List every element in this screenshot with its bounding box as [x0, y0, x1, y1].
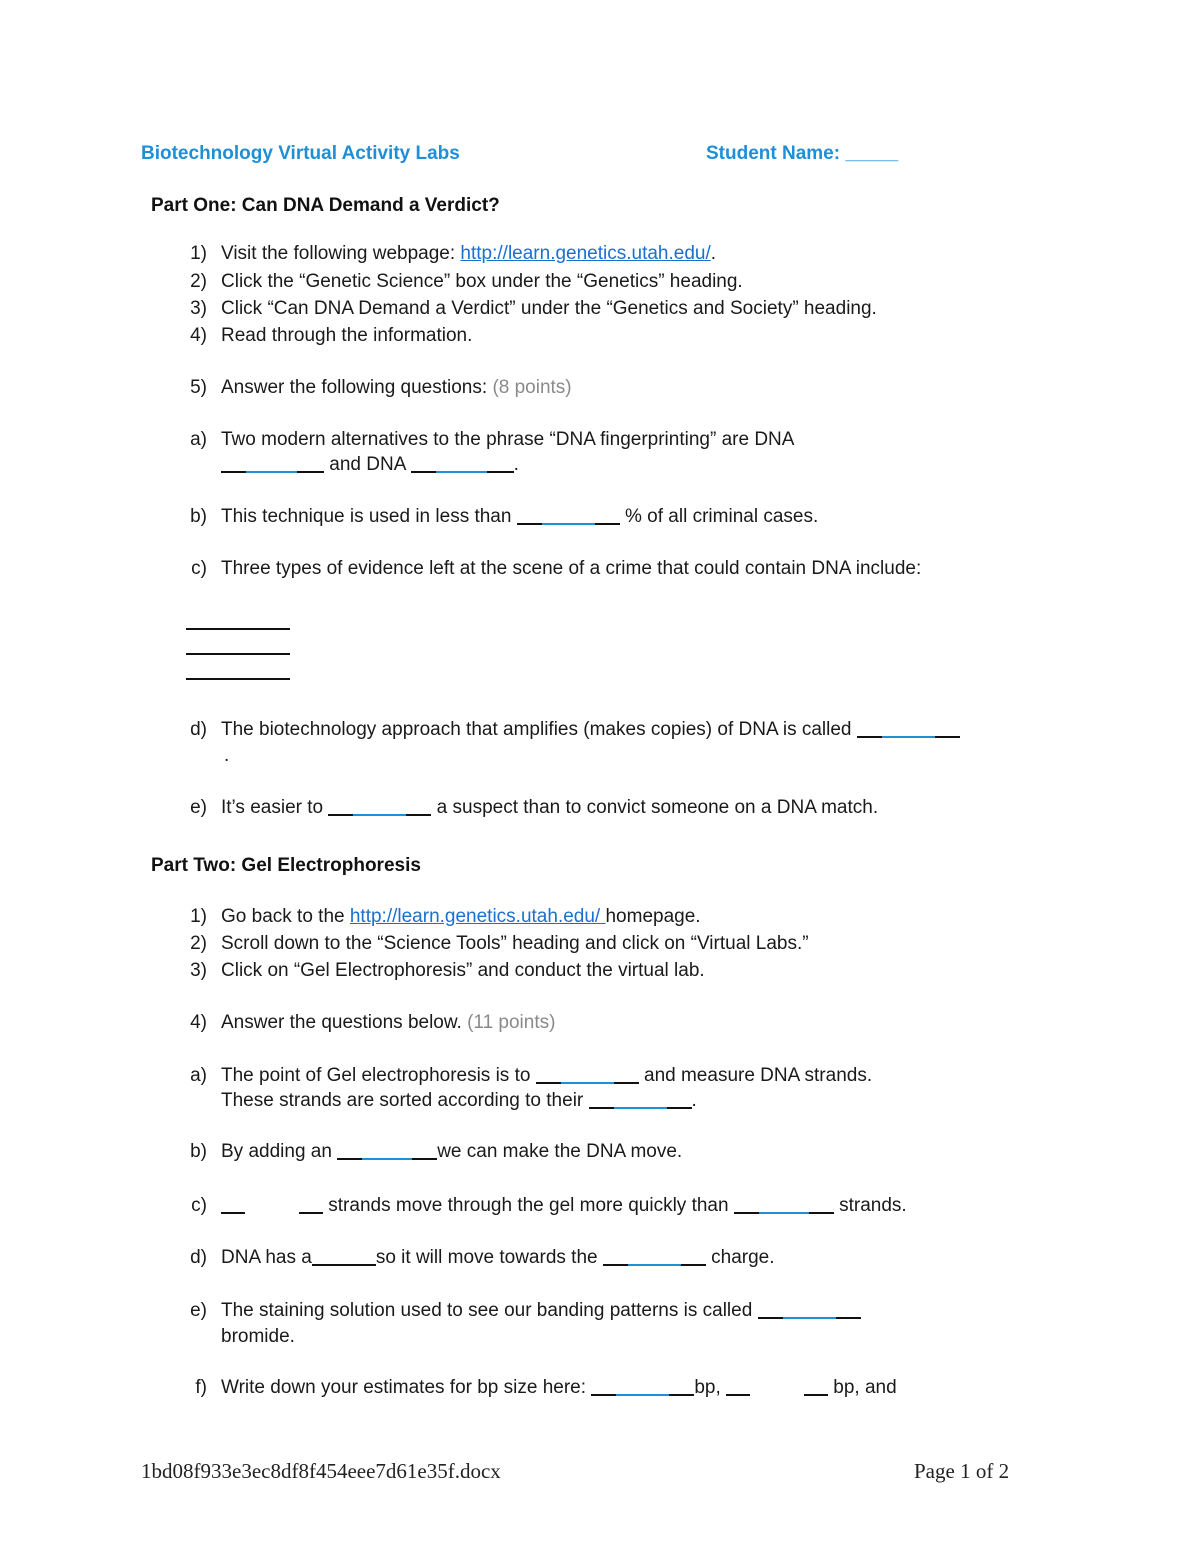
points-label: (11 points) — [467, 1012, 556, 1033]
answer-blank[interactable] — [337, 1141, 437, 1157]
answer-blank[interactable] — [591, 1377, 694, 1393]
answer-blank[interactable] — [312, 1247, 376, 1263]
answer-blank[interactable] — [411, 454, 514, 470]
answer-blank[interactable] — [734, 1195, 834, 1211]
part-one-heading: Part One: Can DNA Demand a Verdict? — [151, 195, 500, 216]
genetics-utah-link[interactable]: http://learn.genetics.utah.edu/ — [460, 243, 711, 264]
answer-blank[interactable] — [536, 1065, 639, 1081]
evidence-answer-line-1[interactable] — [186, 628, 290, 630]
answer-blank[interactable] — [857, 719, 960, 735]
answer-blank[interactable] — [726, 1377, 750, 1393]
points-label: (8 points) — [492, 377, 572, 398]
answer-blank[interactable] — [221, 1195, 245, 1211]
answer-blank[interactable] — [758, 1300, 861, 1316]
answer-blank[interactable] — [328, 797, 431, 813]
answer-blank[interactable] — [221, 454, 324, 470]
evidence-answer-line-3[interactable] — [186, 678, 290, 680]
part-two-heading: Part Two: Gel Electrophoresis — [151, 855, 421, 876]
answer-blank[interactable] — [603, 1247, 706, 1263]
answer-blank[interactable] — [804, 1377, 828, 1393]
answer-blank[interactable] — [517, 506, 620, 522]
genetics-utah-link[interactable]: http://learn.genetics.utah.edu/ — [349, 906, 606, 927]
page-number: Page 1 of 2 — [914, 1459, 1010, 1483]
evidence-answer-line-2[interactable] — [186, 653, 290, 655]
student-name-field[interactable]: Student Name: _____ — [706, 143, 899, 164]
answer-blank[interactable] — [299, 1195, 323, 1211]
document-title: Biotechnology Virtual Activity Labs — [141, 143, 460, 164]
answer-blank[interactable] — [589, 1090, 692, 1106]
footer-filename: 1bd08f933e3ec8df8f454eee7d61e35f.docx — [141, 1459, 501, 1483]
